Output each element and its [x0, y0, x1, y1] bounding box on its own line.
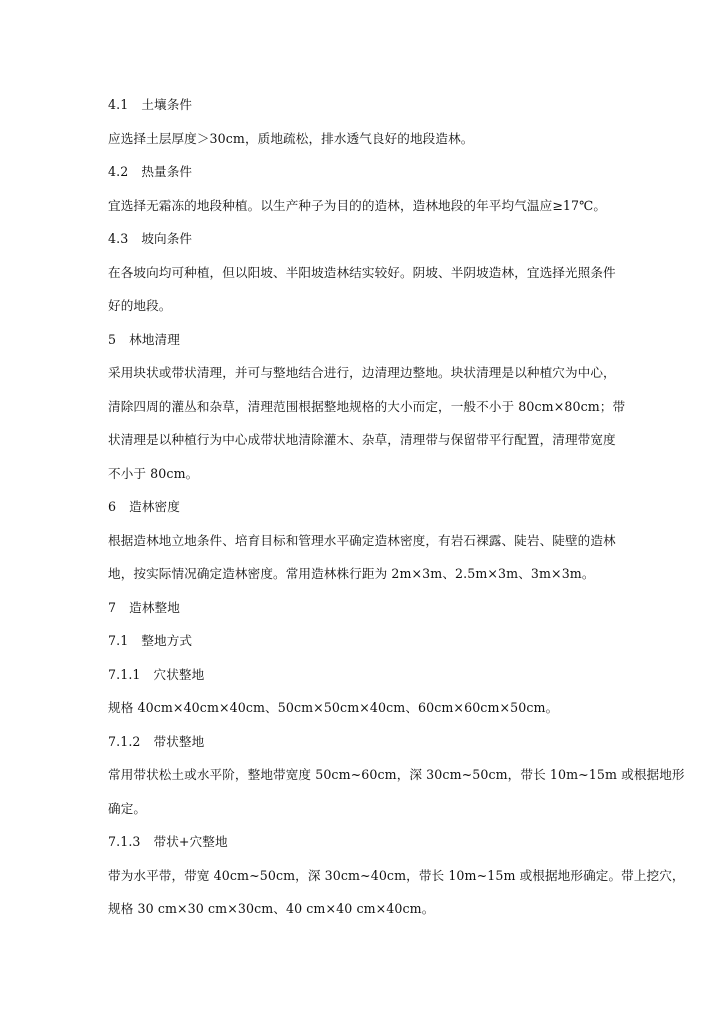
paragraph [108, 765, 685, 819]
section-heading [108, 330, 618, 350]
section-heading [108, 497, 618, 517]
paragraph-line: 在各坡向均可种植，但以阳坡、半阳坡造林结实较好。阴坡、半阴坡造林，宜选择光照条件 [108, 264, 616, 280]
paragraph-line: 好的地段。 [108, 298, 172, 313]
paragraph-line: 确定。 [108, 800, 147, 816]
paragraph-line: 状清理是以种植行为中心成带状地清除灌木、杂草，清理带与保留带平行配置，清理带宽度 [108, 432, 616, 447]
paragraph-line: 应选择土层厚度＞30cm，质地疏松，排水透气良好的地段造林。 [108, 130, 474, 146]
paragraph [108, 196, 618, 216]
section-title: 热量条件 [141, 164, 193, 179]
section-title: 整地方式 [141, 633, 193, 648]
section-number: 4.3 [108, 231, 129, 246]
paragraph-line: 规格 40cm×40cm×40cm、50cm×50cm×40cm、60cm×60cm×50cm。 [108, 700, 559, 715]
section-title: 带状+穴整地 [153, 834, 228, 849]
section-title: 林地清理 [129, 331, 180, 347]
section-number: 7.1 [108, 633, 129, 648]
section-title: 坡向条件 [141, 231, 193, 246]
document-body [108, 95, 685, 933]
section-heading [108, 162, 618, 182]
section-heading [108, 95, 618, 115]
section-heading [108, 732, 618, 752]
paragraph [108, 866, 685, 920]
section-number: 4.2 [108, 164, 129, 179]
section-number: 5 [108, 331, 117, 347]
section-heading [108, 598, 618, 618]
section-title: 造林密度 [129, 499, 180, 514]
paragraph-line: 采用块状或带状清理，并可与整地结合进行，边清理边整地。块状清理是以种植穴为中心， [108, 365, 616, 380]
paragraph-line: 地，按实际情况确定造林密度。常用造林株行距为 2m×3m、2.5m×3m、3m×3m。 [108, 566, 595, 581]
section-number: 7.1.1 [108, 666, 141, 682]
section-heading [108, 631, 618, 651]
section-number: 6 [108, 499, 117, 514]
section-number: 7.1.3 [108, 834, 141, 849]
section-title: 造林整地 [129, 599, 180, 615]
section-title: 穴状整地 [153, 666, 205, 682]
section-number: 7.1.2 [108, 733, 141, 749]
section-heading [108, 665, 618, 685]
paragraph [108, 698, 618, 718]
paragraph-line: 根据造林地立地条件、培育目标和管理水平确定造林密度，有岩石裸露、陡岩、陡壁的造林 [108, 532, 616, 548]
section-heading [108, 832, 618, 852]
paragraph-line: 规格 30 cm×30 cm×30cm、40 cm×40 cm×40cm。 [108, 901, 435, 916]
section-number: 4.1 [108, 97, 129, 112]
paragraph [108, 531, 618, 585]
paragraph [108, 363, 626, 484]
section-heading [108, 229, 618, 249]
paragraph [108, 263, 618, 317]
section-title: 带状整地 [153, 733, 205, 749]
paragraph-line: 不小于 80cm。 [108, 465, 199, 481]
paragraph-line: 清除四周的灌丛和杂草，清理范围根据整地规格的大小而定，一般不小于 80cm×80cm；带 [108, 398, 626, 414]
paragraph-line: 宜选择无霜冻的地段种植。以生产种子为目的的造林，造林地段的年平均气温应≥17℃。 [108, 197, 607, 213]
paragraph-line: 带为水平带，带宽 40cm~50cm，深 30cm~40cm，带长 10m~15m 或根据地形确定。带上挖穴， [108, 867, 685, 883]
paragraph [108, 129, 618, 149]
section-title: 土壤条件 [141, 97, 193, 112]
section-number: 7 [108, 599, 117, 615]
paragraph-line: 常用带状松土或水平阶，整地带宽度 50cm~60cm，深 30cm~50cm，带长 10m~15m 或根据地形 [108, 767, 685, 782]
